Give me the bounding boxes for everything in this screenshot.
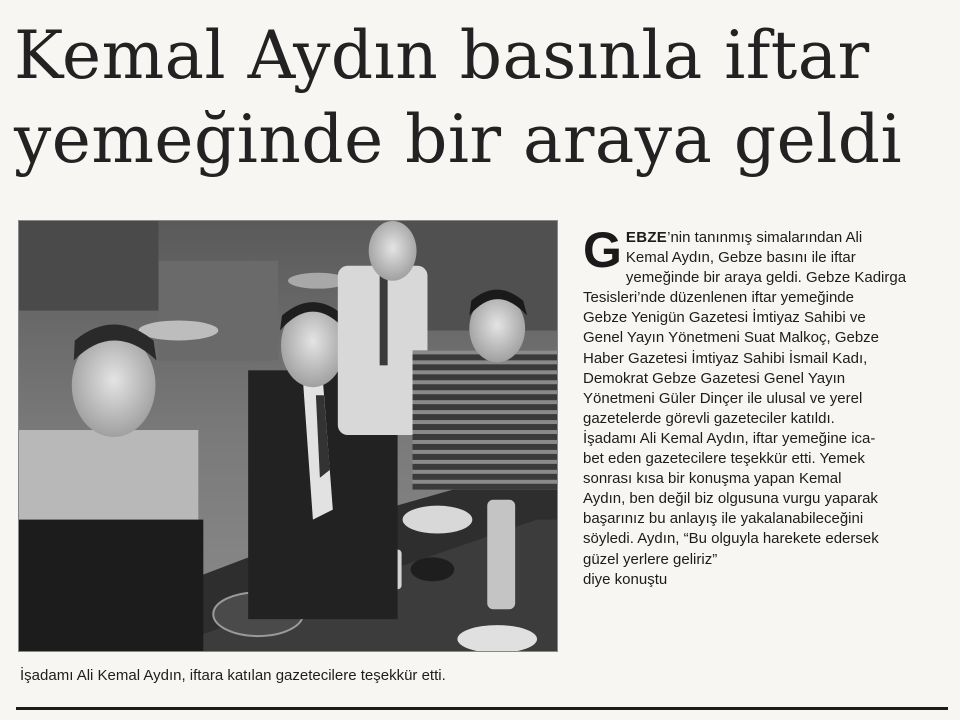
article-line: sonrası kısa bir konuşma yapan Kemal	[583, 470, 842, 488]
bottom-rule	[16, 707, 948, 710]
article-line	[583, 228, 953, 248]
article-line: diye konuştu	[583, 570, 668, 588]
article-line: Tesisleri’nde düzenlenen iftar yemeğinde	[583, 289, 854, 307]
article-line: Gebze Yenigün Gazetesi İmtiyaz Sahibi ve	[583, 309, 866, 327]
headline	[14, 14, 950, 182]
article-line: gazetelerde görevli gazeteciler katıldı.	[583, 409, 835, 427]
article-line: bet eden gazetecilere teşekkür etti. Yemek	[583, 450, 865, 468]
headline-line-1: Kemal Aydın basınla iftar	[14, 17, 870, 94]
article-line: Yönetmeni Güler Dinçer ile ulusal ve yerel	[583, 389, 863, 407]
article-line: yemeğinde bir araya geldi. Gebze Kadirga	[625, 269, 907, 287]
article-line: İşadamı Ali Kemal Aydın, iftar yemeğine ica-	[583, 429, 876, 447]
article-line: güzel yerlere geliriz”	[583, 550, 718, 568]
article-line: Demokrat Gebze Gazetesi Genel Yayın	[583, 369, 846, 387]
photo-illustration	[19, 221, 557, 651]
article-lead: EBZE	[625, 229, 668, 246]
photo-caption: İşadamı Ali Kemal Aydın, iftara katılan gazetecilere teşekkür etti.	[20, 667, 446, 684]
article-line: Aydın, ben değil biz olgusuna vurgu yaparak	[583, 490, 878, 508]
drop-cap: G	[583, 222, 622, 278]
article-line: Kemal Aydın, Gebze basını ile iftar	[625, 249, 856, 267]
article-line: Haber Gazetesi İmtiyaz Sahibi İsmail Kadı,	[583, 349, 868, 367]
article-line-text: ’nin tanınmış simalarından Ali	[667, 229, 863, 246]
article-line: söyledi. Aydın, “Bu olguyla harekete edersek	[583, 530, 879, 548]
article-line: Genel Yayın Yönetmeni Suat Malkoç, Gebze	[583, 329, 880, 347]
news-photo	[18, 220, 558, 652]
headline-line-2: yemeğinde bir araya geldi	[14, 101, 903, 178]
article-line: başarınız bu anlayış ile yakalanabileceğini	[583, 510, 864, 528]
article-body	[583, 222, 953, 590]
